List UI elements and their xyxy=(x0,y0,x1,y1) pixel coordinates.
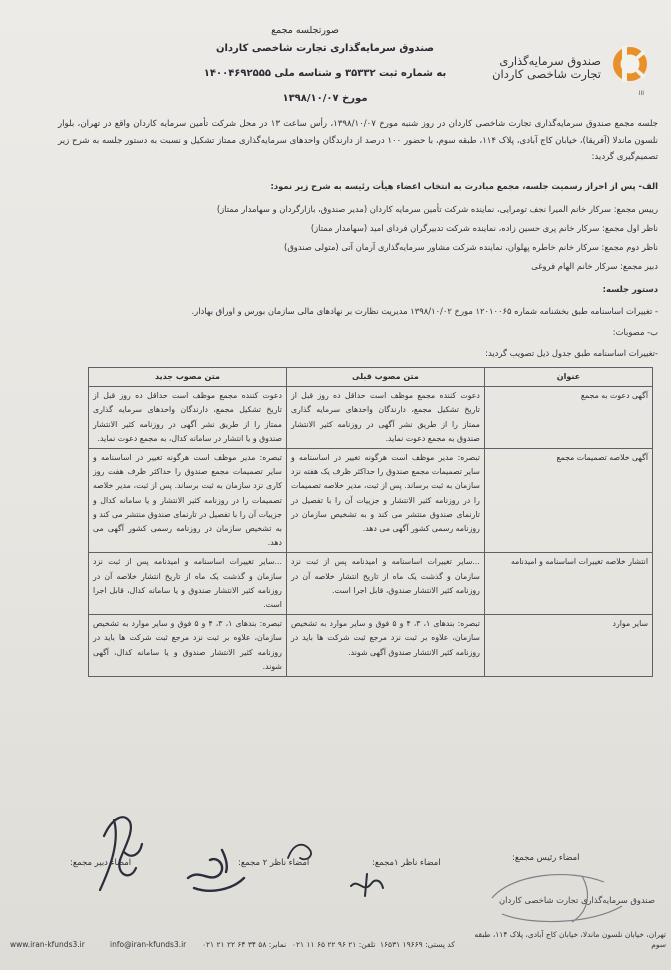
table-row xyxy=(89,387,653,449)
section-alef: الف- پس از احراز رسمیت جلسه، مجمع مبادرت به انتخاب اعضاء هیأت رئیسه به شرح زیر نمود: xyxy=(270,181,658,191)
signature-label-secretary: امضاء دبیر مجمع: xyxy=(70,857,132,867)
row-new-text: تبصره: مدیر موظف است هرگونه تغییر در اساسنامه و سایر تصمیمات مجمع صندوق را حداکثر ظرف هفت روز کاری نزد سازمان به ثبت برساند. پس از ثبت، مدیر خلاصه تصمیمات را در روزنامه کثیر الانتشار و یا سامانه کدال و جزییات آن را با تفصیل در تارنمای صندوق منتشر می کند و به تشخیص سازمان در روزنامه رسمی کشور آگهی می دهد. xyxy=(89,449,287,553)
footer-fax: نمابر: ۵۸ ۳۴ ۶۴ ۲۲ ۲۱ ۰۲۱ xyxy=(202,940,287,949)
table-header-row xyxy=(89,368,653,387)
row-prev-text: تبصره: بندهای ۱، ۳، ۴ و ۵ فوق و سایر موارد به تشخیص سازمان، علاوه بر ثبت نزد مرجع ثبت شرکت ها باید در روزنامه کثیر الانتشار صندوق آگهی شوند. xyxy=(286,615,484,677)
board-observer1: ناظر اول مجمع: سرکار خانم پری حسین زاده، نماینده شرکت تدبیرگران فردای امید (سهامدار ممتاز) xyxy=(310,223,658,233)
observer2-signature xyxy=(180,838,250,898)
row-new-text: دعوت کننده مجمع موظف است حداقل ده روز قبل از تاریخ تشکیل مجمع، دارندگان واحدهای سرمایه گذاری ممتاز را از طریق نشر آگهی در روزنامه کثیر الانتشار صندوق و یا انتشار در سامانه کدال، به مجمع دعوت نماید. xyxy=(89,387,287,449)
agenda-title: دستور جلسه: xyxy=(602,284,658,294)
signature-label-observer2: امضاء ناظر ۲ مجمع: xyxy=(238,857,310,867)
observer1-signature xyxy=(345,868,395,900)
fund-name-line1: صندوق سرمایه‌گذاری xyxy=(499,54,601,68)
signature-label-chair: امضاء رئیس مجمع: xyxy=(512,852,580,862)
resolutions-table xyxy=(88,367,653,677)
col-header-new: متن مصوب جدید xyxy=(89,368,287,387)
board-chair: رییس مجمع: سرکار خانم المیرا نجف تومرایی، نماینده شرکت تأمین سرمایه کاردان (مدیر صندوق، بازارگردان و سهامدار ممتاز) xyxy=(216,204,658,214)
doc-type: صورتجلسه مجمع xyxy=(271,25,339,36)
page-title: صندوق سرمایه‌گذاری تجارت شاخصی کاردان xyxy=(215,43,435,54)
row-topic: انتشار خلاصه تغییرات اساسنامه و امیدنامه xyxy=(484,553,652,615)
secretary-signature xyxy=(90,808,150,898)
col-header-topic: عنوان xyxy=(484,368,652,387)
row-prev-text: ...سایر تغییرات اساسنامه و امیدنامه پس از ثبت نزد سازمان و گذشت یک ماه از تاریخ انتشار خلاصه آن در روزنامه کثیر الانتشار صندوق، قابل اجرا است. xyxy=(286,553,484,615)
registration-line: به شماره ثبت ۳۵۳۳۲ و شناسه ملی ۱۴۰۰۴۶۹۲۵۵۵ xyxy=(203,68,447,79)
row-new-text: تبصره: بندهای ۱، ۳، ۴ و ۵ فوق و سایر موارد به تشخیص سازمان، علاوه بر ثبت نزد مرجع ثبت شرکت ها باید در روزنامه کثیر الانتشار صندوق و یا سامانه کدال، آگهی شوند. xyxy=(89,615,287,677)
row-topic: آگهی دعوت به مجمع xyxy=(484,387,652,449)
footer-postal: کد پستی: ۱۹۶۶۹ ۱۶۵۳۱ xyxy=(380,940,455,949)
agenda-item: - تغییرات اساسنامه طبق بخشنامه شماره ۱۲۰۱۰۰۶۵ مورخ ۱۳۹۸/۱۰/۰۲ مدیریت نظارت بر نهادهای مالی سازمان بورس و اوراق بهادار. xyxy=(191,306,658,316)
logo-subtext: III xyxy=(638,90,644,97)
kardan-logo-icon xyxy=(609,42,651,92)
intro-paragraph: جلسه مجمع صندوق سرمایه‌گذاری تجارت شاخصی کاردان در روز شنبه مورخ ۱۳۹۸/۱۰/۰۷، رأس ساعت ۱۳ در محل شرکت تأمین سرمایه کاردان واقع در تهران، بلوار نلسون ماندلا (آفریقا)، خیابان کاج آبادی، پلاک ۱۱۴، طبقه سوم، با حضور ۱۰۰ درصد از دارندگان واحدهای سرمایه‌گذاری ممتاز تشکیل و نسبت به دستور جلسه به شرح زیر تصمیم‌گیری گردید: xyxy=(58,119,658,162)
stamp-text: صندوق سرمایه‌گذاری تجارت شاخصی کاردان xyxy=(498,895,655,905)
table-row xyxy=(89,449,653,553)
meeting-date: مورخ ۱۳۹۸/۱۰/۰۷ xyxy=(282,93,368,104)
table-row xyxy=(89,553,653,615)
row-prev-text: دعوت کننده مجمع موظف است حداقل ده روز قبل از تاریخ تشکیل مجمع، دارندگان واحدهای سرمایه گذاری ممتاز را از طریق نشر آگهی در روزنامه کثیر الانتشار صندوق به مجمع دعوت نماید. xyxy=(286,387,484,449)
resolution-intro: -تغییرات اساسنامه طبق جدول ذیل تصویب گردید: xyxy=(485,348,658,358)
footer-phone: تلفن: ۲۱ ۹۶ ۲۲ ۶۵ ۱۱ ۰۲۱ xyxy=(292,940,376,949)
fund-name-line2: تجارت شاخصی کاردان xyxy=(492,67,601,81)
footer-address: تهران، خیابان نلسون ماندلا، خیابان کاج آبادی، پلاک ۱۱۴، طبقه سوم xyxy=(474,930,666,949)
signature-label-observer1: امضاء ناظر ۱مجمع: xyxy=(372,857,441,867)
row-new-text: ...سایر تغییرات اساسنامه و امیدنامه پس از ثبت نزد سازمان و گذشت یک ماه از تاریخ انتشار خلاصه آن در روزنامه کثیر الانتشار صندوق و یا سامانه کدال، قابل اجرا است. xyxy=(89,553,287,615)
footer-email[interactable]: info@iran-kfunds3.ir xyxy=(110,940,187,949)
row-topic: سایر موارد xyxy=(484,615,652,677)
observer2-signature-mark xyxy=(282,836,322,866)
section-be: ب- مصوبات: xyxy=(612,327,658,337)
col-header-prev: متن مصوب قبلی xyxy=(286,368,484,387)
row-topic: آگهی خلاصه تصمیمات مجمع xyxy=(484,449,652,553)
row-prev-text: تبصره: مدیر موظف است هرگونه تغییر در اساسنامه و سایر تصمیمات مجمع صندوق را حداکثر ظرف یک هفته نزد سازمان به ثبت برساند. پس از ثبت، مدیر خلاصه تصمیمات را در روزنامه کثیر الانتشار و جزییات آن را با تفصیل در تارنمای صندوق منتشر می کند و به تشخیص سازمان در روزنامه رسمی کشور آگهی می دهد. xyxy=(286,449,484,553)
board-observer2: ناظر دوم مجمع: سرکار خانم خاطره پهلوان، نماینده شرکت مشاور سرمایه‌گذاری آرمان آتی (متولی صندوق) xyxy=(284,242,658,252)
footer-website[interactable]: www.iran-kfunds3.ir xyxy=(10,940,85,949)
board-secretary: دبیر مجمع: سرکار خانم الهام فروغی xyxy=(531,261,658,271)
table-row xyxy=(89,615,653,677)
